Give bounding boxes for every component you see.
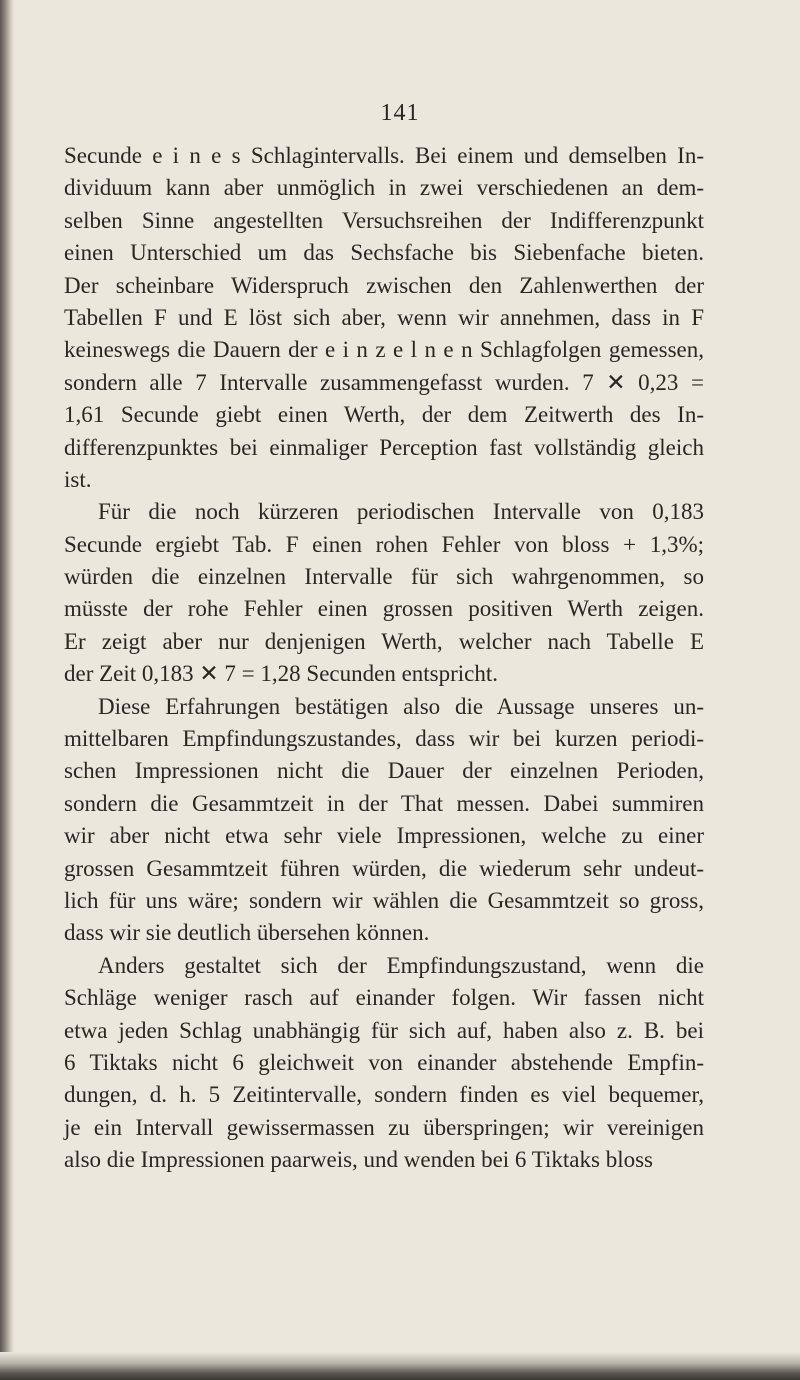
paragraph	[64, 691, 704, 950]
text-line: Schläge weniger rasch auf einander folgen. Wir fassen nicht	[64, 985, 704, 1011]
text-line: Für die noch kürzeren periodischen Intervalle von 0,183	[98, 499, 704, 525]
text-line: Tabellen F und E löst sich aber, wenn wir annehmen, dass in F	[64, 304, 704, 330]
text-line: sondern alle 7 Intervalle zusammengefasst wurden. 7 ✕ 0,23 =	[64, 369, 704, 395]
text-line: lich für uns wäre; sondern wir wählen die Gesammtzeit so gross,	[64, 887, 704, 913]
text-line: dividuum kann aber unmöglich in zwei verschiedenen an dem-	[64, 175, 704, 201]
text-line: schen Impressionen nicht die Dauer der einzelnen Perioden,	[64, 758, 704, 784]
text-line: 6 Tiktaks nicht 6 gleichweit von einander abstehende Empfin-	[64, 1049, 704, 1075]
text-line: Anders gestaltet sich der Empfindungszustand, wenn die	[98, 952, 704, 978]
text-line: sondern die Gesammtzeit in der That messen. Dabei summiren	[64, 790, 704, 816]
text-line: Secunde ergiebt Tab. F einen rohen Fehler von bloss + 1,3%;	[64, 531, 704, 557]
text-line: dungen, d. h. 5 Zeitintervalle, sondern finden es viel bequemer,	[64, 1082, 704, 1108]
text-line: dass wir sie deutlich übersehen können.	[64, 920, 430, 946]
body-text	[64, 140, 704, 1177]
page-gutter-shadow	[0, 0, 14, 1380]
text-line: Der scheinbare Widerspruch zwischen den Zahlenwerthen der	[64, 272, 704, 298]
paragraph	[64, 950, 704, 1177]
text-line: selben Sinne angestellten Versuchsreihen der Indifferenzpunkt	[64, 207, 704, 233]
text-line: differenzpunktes bei einmaliger Perception fast vollständig gleich	[64, 434, 704, 460]
text-line: würden die einzelnen Intervalle für sich wahrgenommen, so	[64, 564, 704, 590]
text-line: Er zeigt aber nur denjenigen Werth, welcher nach Tabelle E	[64, 628, 704, 654]
text-line: je ein Intervall gewissermassen zu überspringen; wir vereinigen	[64, 1114, 704, 1140]
page-bottom-edge	[0, 1352, 800, 1380]
text-line: 1,61 Secunde giebt einen Werth, der dem Zeitwerth des In-	[64, 402, 704, 428]
text-line: wir aber nicht etwa sehr viele Impressionen, welche zu einer	[64, 823, 704, 849]
paragraph	[64, 496, 704, 690]
text-line: müsste der rohe Fehler einen grossen positiven Werth zeigen.	[64, 596, 704, 622]
text-line: einen Unterschied um das Sechsfache bis Siebenfache bieten.	[64, 240, 704, 266]
text-line: Diese Erfahrungen bestätigen also die Aussage unseres un-	[98, 693, 704, 719]
text-line: grossen Gesammtzeit führen würden, die wiederum sehr undeut-	[64, 855, 704, 881]
text-line: mittelbaren Empfindungszustandes, dass wir bei kurzen periodi-	[64, 726, 704, 752]
text-line: keineswegs die Dauern der e i n z e l n e n Schlagfolgen gemessen,	[64, 337, 704, 363]
page-number: 141	[380, 100, 420, 126]
paragraph	[64, 140, 704, 496]
text-line: ist.	[64, 466, 92, 492]
text-line: also die Impressionen paarweis, und wenden bei 6 Tiktaks bloss	[64, 1147, 653, 1173]
text-line: der Zeit 0,183 ✕ 7 = 1,28 Secunden entspricht.	[64, 661, 499, 687]
text-line: Secunde e i n e s Schlagintervalls. Bei einem und demselben In-	[64, 143, 704, 168]
text-line: etwa jeden Schlag unabhängig für sich auf, haben also z. B. bei	[64, 1017, 704, 1043]
